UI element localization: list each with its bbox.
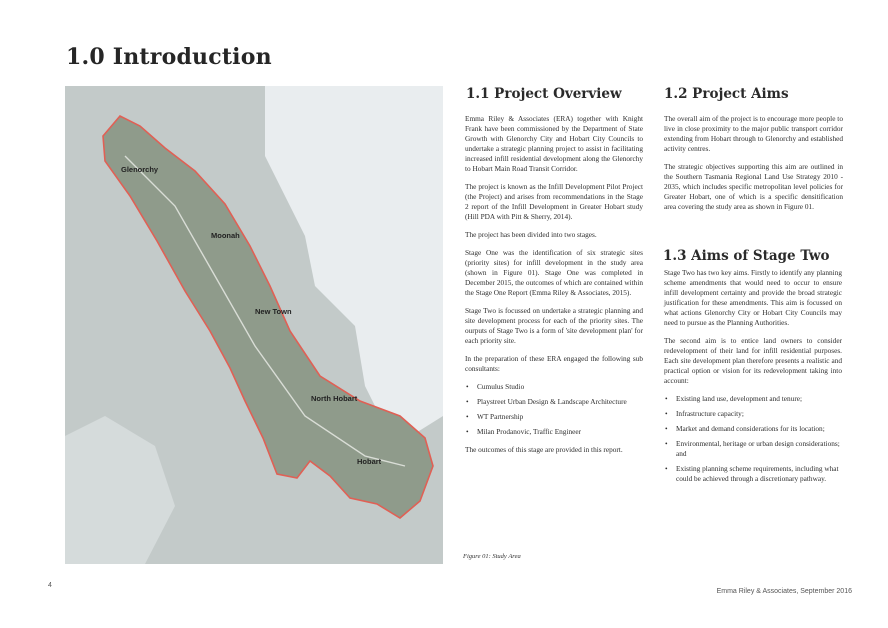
- overview-closing: The outcomes of this stage are provided in this report.: [465, 445, 623, 454]
- map-label-new-town: New Town: [255, 307, 292, 316]
- consideration-item: • Market and demand considerations for its location;: [676, 424, 842, 434]
- overview-paragraph: Emma Riley & Associates (ERA) together with Knight Frank have been commissioned by the Department of State Growth with Glenorchy City and Hobart City Councils to undertake a strategic planning project to assist in facilitating increased infill residential development along the Glenorchy to Hobart Main Road Transit Corridor.: [465, 114, 643, 173]
- consultant-item: • Milan Prodanovic, Traffic Engineer: [477, 427, 643, 437]
- figure-caption: Figure 01: Study Area: [463, 553, 521, 560]
- stage-two-paragraph: The second aim is to entice land owners to consider redevelopment of their land for infill residential purposes. Each site development plan therefore presents a realistic and practical option or vision for its redevelopment taking into account:: [664, 336, 842, 385]
- stage-two-heading: 1.3 Aims of Stage Two: [663, 248, 830, 264]
- page-number: 4: [48, 582, 52, 589]
- overview-paragraph: In the preparation of these ERA engaged the following sub consultants:: [465, 354, 643, 373]
- map-label-hobart: Hobart: [357, 457, 382, 466]
- stage-two-column: [664, 268, 842, 492]
- aims-paragraph: The overall aim of the project is to encourage more people to live in close proximity to the major public transport corridor extending from Hobart through to Glenorchy and established activity centres.: [664, 114, 843, 153]
- page-footer: Emma Riley & Associates, September 2016: [716, 588, 852, 595]
- project-aims-column: [664, 114, 843, 220]
- overview-paragraph: Stage Two is focussed on undertake a strategic planning and site development process for each of the priority sites. The ourputs of Stage Two is a form of 'site development plan' for each priority site.: [465, 306, 643, 345]
- study-area-map-graphic: [65, 86, 443, 564]
- considerations-list: [664, 394, 842, 484]
- consideration-item: • Existing land use, development and tenure;: [676, 394, 842, 404]
- page-title: 1.0 Introduction: [66, 44, 272, 70]
- overview-paragraph: The project is known as the Infill Development Pilot Project (the Project) and arises from recommendations in the Stage 2 report of the Infill Development in Greater Hobart study (Hill PDA with Pitt & Sherry, 2014).: [465, 182, 643, 221]
- overview-paragraph: The project has been divided into two stages.: [465, 230, 597, 239]
- consideration-item: • Infrastructure capacity;: [676, 409, 842, 419]
- overview-paragraph: Stage One was the identification of six strategic sites (priority sites) for infill development in the study area (shown in Figure 01). Stage One was completed in December 2015, the outcomes of which are contained within the Stage One Report (Emma Riley & Associates, 2015).: [465, 248, 643, 297]
- consultant-item: • Cumulus Studio: [477, 382, 643, 392]
- consideration-item: • Environmental, heritage or urban design considerations; and: [676, 439, 842, 459]
- stage-two-paragraph: Stage Two has two key aims. Firstly to identify any planning scheme amendments that would need to occur to ensure infill development certainty and provide the broad strategic justification for these amendments. This aim is focussed on what actions Glenorchy City or Hobart City Councils may need to pursue as the Planning Authorities.: [664, 268, 842, 327]
- project-overview-column: [465, 114, 643, 463]
- consideration-item: • Existing planning scheme requirements, including what could be achieved through a discretionary pathway.: [676, 464, 842, 484]
- map-label-glenorchy: Glenorchy: [121, 165, 159, 174]
- project-aims-heading: 1.2 Project Aims: [664, 86, 789, 102]
- project-overview-heading: 1.1 Project Overview: [466, 86, 622, 102]
- map-label-north-hobart: North Hobart: [311, 394, 358, 403]
- aims-paragraph: The strategic objectives supporting this aim are outlined in the Southern Tasmania Regional Land Use Strategy 2010 - 2035, which includes specific metropolitan level policies for Greater Hobart, one of which is a specific densitification area covering the study area as shown in Figure 01.: [664, 162, 843, 211]
- consultant-item: • Playstreet Urban Design & Landscape Architecture: [477, 397, 643, 407]
- consultant-item: • WT Partnership: [477, 412, 643, 422]
- study-area-map: [65, 86, 443, 564]
- consultant-list: [465, 382, 643, 437]
- map-label-moonah: Moonah: [211, 231, 240, 240]
